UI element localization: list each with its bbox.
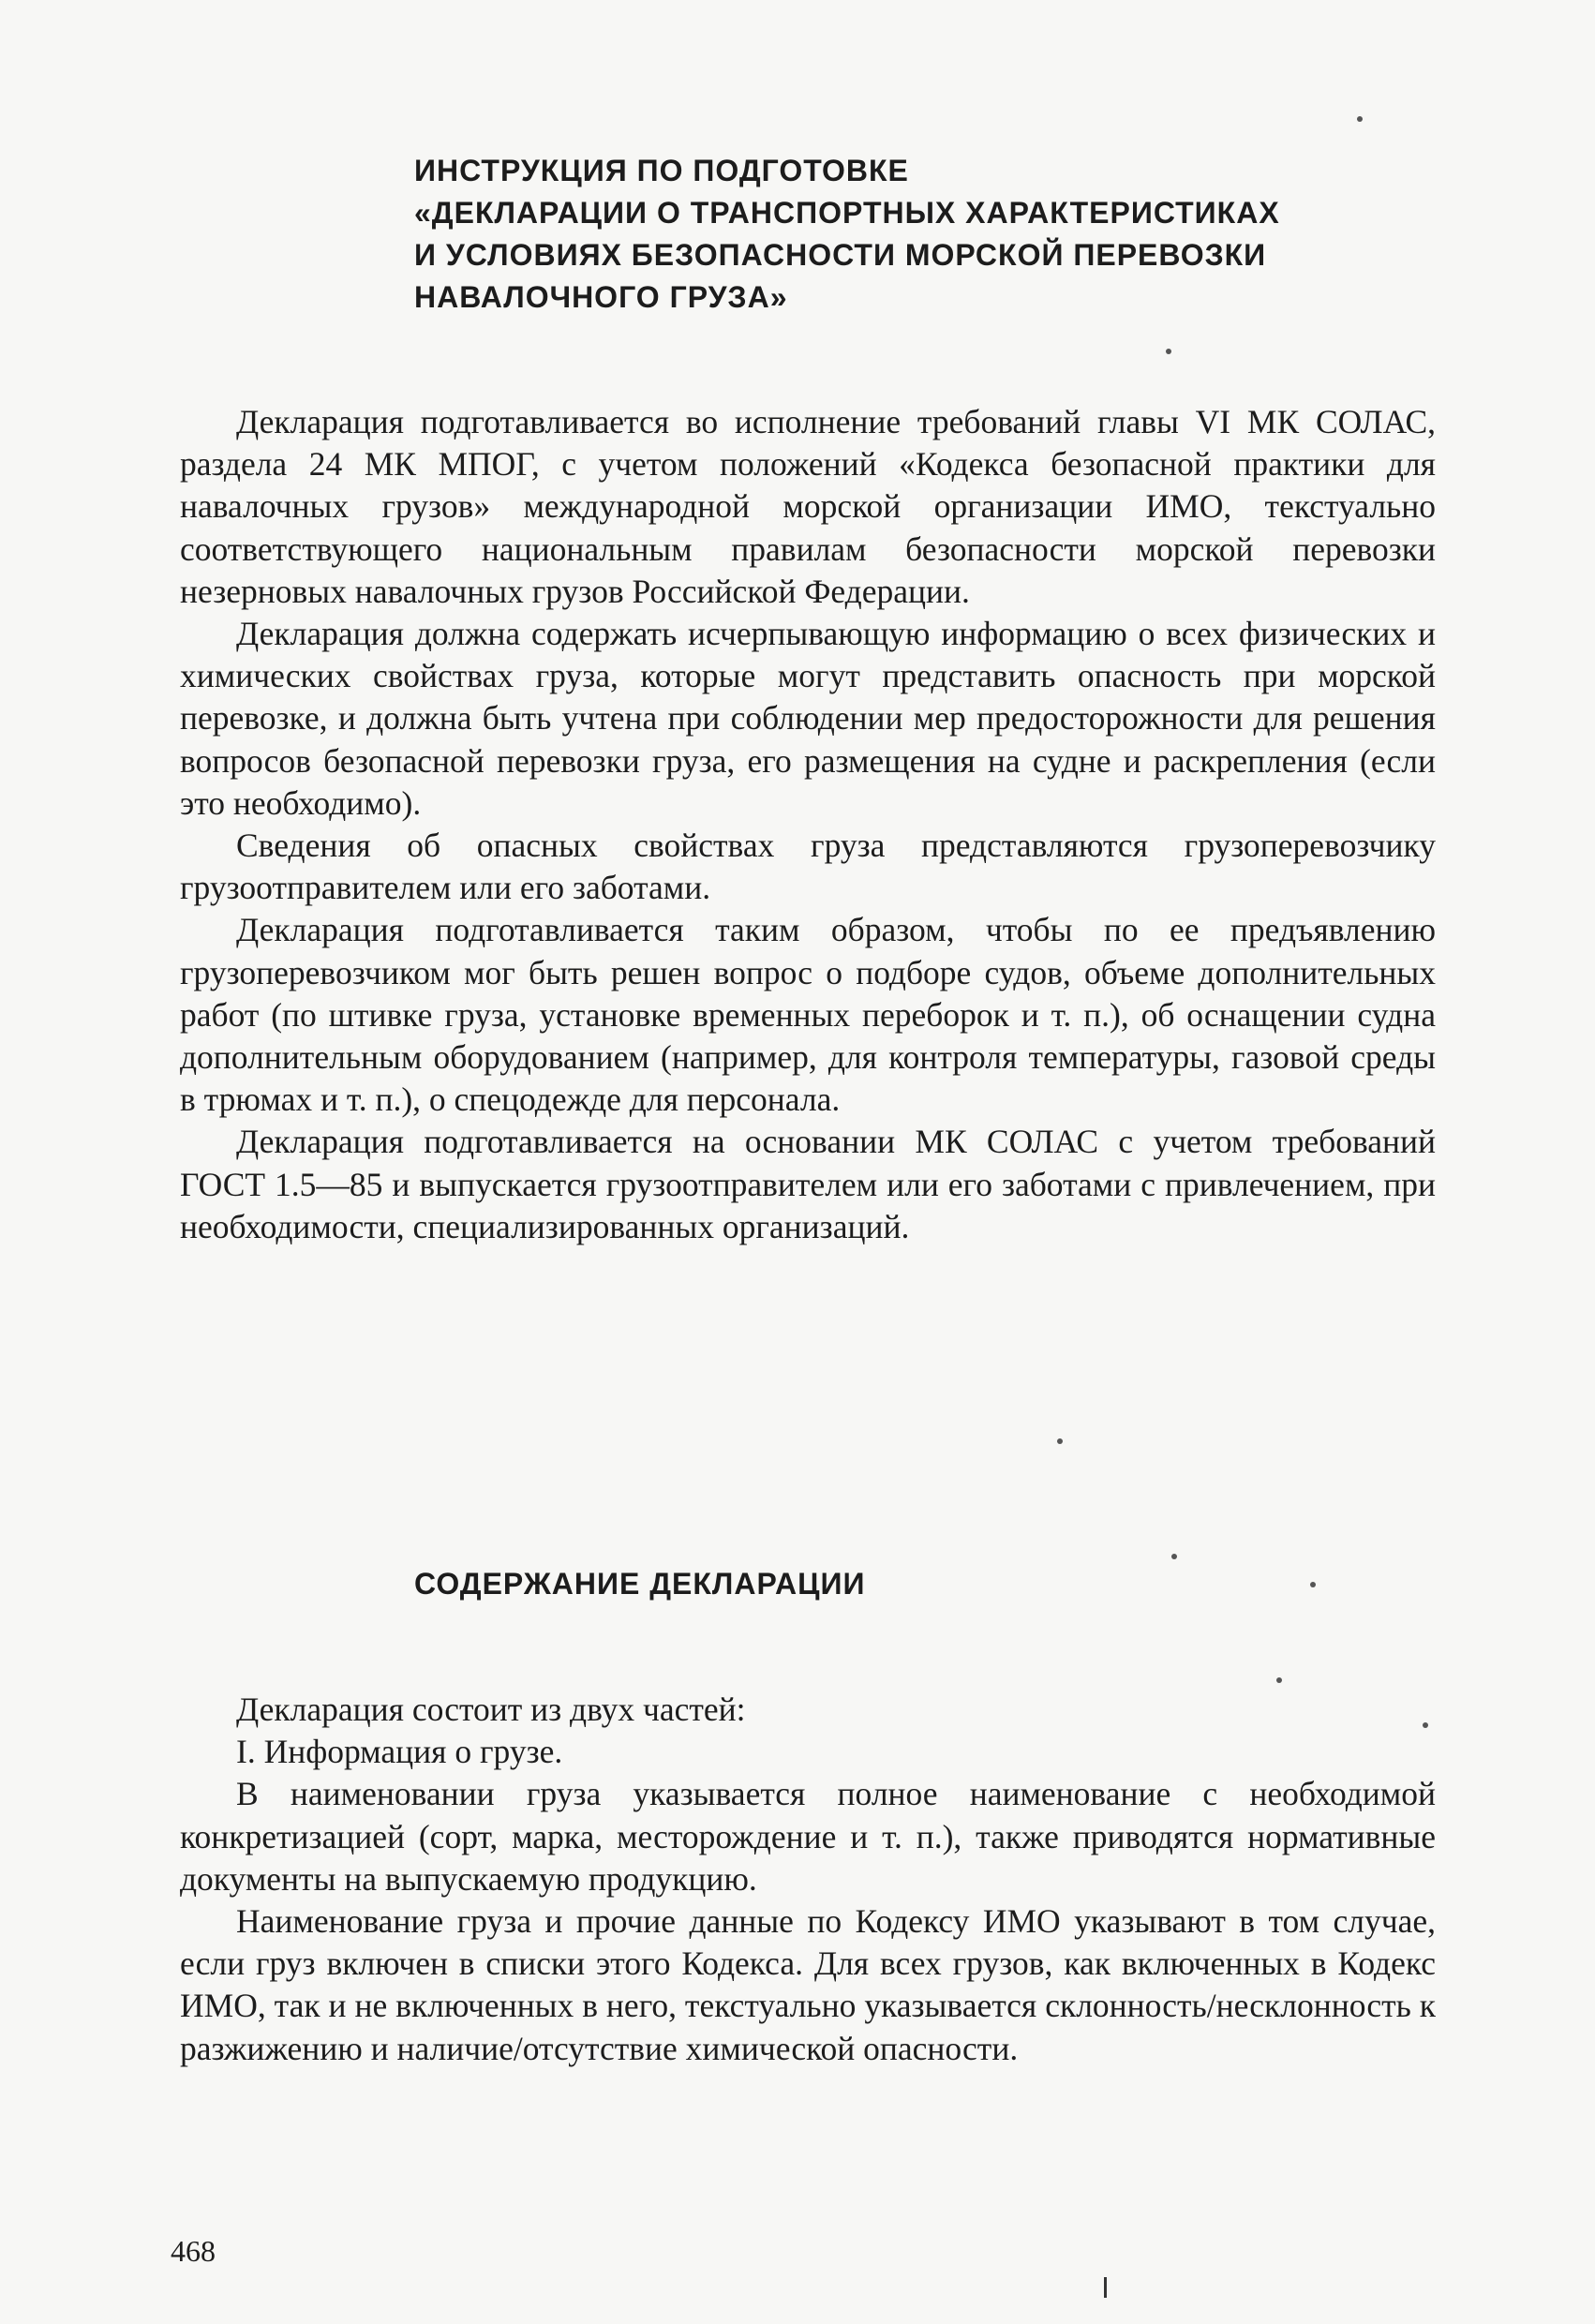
scan-speck [1166,349,1171,354]
paragraph: Наименование груза и прочие данные по Кодексу ИМО указывают в том случае, если груз включен в списки этого Кодекса. Для всех грузов, как включенных в Кодекс ИМО, так и не включенных в него, текстуально указывается склонность/несклонность к разжижению и наличие/отсутствие химической опасности. [180,1902,1436,2067]
scan-speck [1310,1582,1316,1587]
paragraph: Декларация должна содержать исчерпывающую информацию о всех физических и химических свойствах груза, которые могут представить опасность при морской перевозке, и должна быть учтена при соблюдении мер предосторожности для решения вопросов безопасной перевозки груза, его размещения на судне и раскрепления (если это необходимо). [180,615,1436,822]
scan-speck [1057,1438,1063,1444]
intro-section [180,401,1436,1248]
title-line: «ДЕКЛАРАЦИИ О ТРАНСПОРТНЫХ ХАРАКТЕРИСТИКАХ [414,196,1280,230]
scan-speck [1276,1677,1282,1683]
paragraph: Сведения об опасных свойствах груза представляются грузоперевозчику грузоотправителем или его заботами. [180,827,1436,907]
title-line: ИНСТРУКЦИЯ ПО ПОДГОТОВКЕ [414,154,909,187]
scan-mark [1104,2277,1107,2298]
title-line: И УСЛОВИЯХ БЕЗОПАСНОСТИ МОРСКОЙ ПЕРЕВОЗКИ [414,238,1267,272]
section-heading: СОДЕРЖАНИЕ ДЕКЛАРАЦИИ [414,1567,866,1601]
paragraph: Декларация подготавливается во исполнение требований главы VI МК СОЛАС, раздела 24 МК МПОГ, с учетом положений «Кодекса безопасной практики для навалочных грузов» международной морской организации ИМО, текстуально соответствующего национальным правилам безопасности морской перевозки незерновых навалочных грузов Российской Федерации. [180,403,1436,610]
page-number: 468 [171,2234,216,2268]
paragraph: Декларация подготавливается таким образом, чтобы по ее предъявлению грузоперевозчиком мог быть решен вопрос о подборе судов, объеме дополнительных работ (по штивке груза, установке временных переборок и т. п.), об оснащении судна дополнительным оборудованием (например, для контроля температуры, газовой среды в трюмах и т. п.), о спецодежде для персонала. [180,911,1436,1119]
scan-speck [1423,1722,1428,1728]
paragraph: В наименовании груза указывается полное наименование с необходимой конкретизацией (сорт, марка, месторождение и т. п.), также приводятся нормативные документы на выпускаемую продукцию. [180,1775,1436,1898]
paragraph: Декларация состоит из двух частей: [236,1691,746,1728]
content-section [180,1689,1436,2070]
list-item: I. Информация о грузе. [236,1733,563,1771]
document-title [414,150,1445,319]
scan-speck [1357,116,1363,122]
title-line: НАВАЛОЧНОГО ГРУЗА» [414,280,788,314]
paragraph: Декларация подготавливается на основании МК СОЛАС с учетом требований ГОСТ 1.5—85 и выпускается грузоотправителем или его заботами с привлечением, при необходимости, специализированных организаций. [180,1123,1436,1245]
scan-speck [1171,1554,1177,1559]
